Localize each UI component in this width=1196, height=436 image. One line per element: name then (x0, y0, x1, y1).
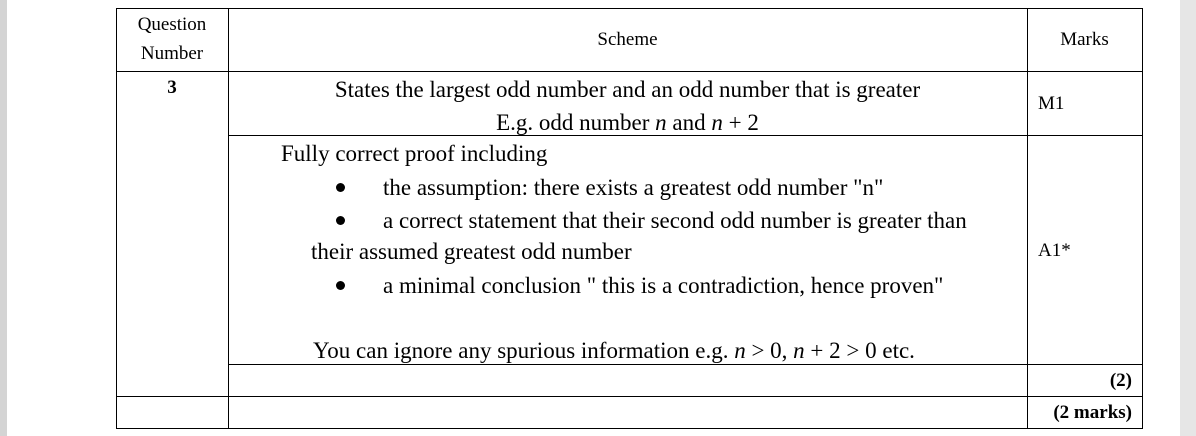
header-scheme-label: Scheme (597, 29, 658, 50)
question-total-marks: (2 marks) (1053, 402, 1132, 423)
a1-bullet2-line1: a correct statement that their second odd number is greater than (383, 208, 967, 233)
right-scroll-gutter (1180, 0, 1196, 436)
m1-scheme-line2: E.g. odd number n and n + 2 (496, 110, 759, 135)
table-border-top (116, 8, 1143, 9)
bullet-marker (336, 183, 345, 192)
a1-bullet1: the assumption: there exists a greatest odd number "n" (383, 175, 884, 200)
bullet-marker (336, 281, 345, 290)
column-separator-question (228, 8, 229, 429)
header-question-label: Question (137, 14, 207, 35)
bullet-marker (336, 216, 345, 225)
part-total-marks: (2) (1109, 370, 1132, 391)
row-separator-a1 (228, 364, 1143, 365)
a1-intro: Fully correct proof including (281, 141, 548, 166)
table-border-left (116, 8, 117, 429)
table-border-bottom (116, 428, 1143, 429)
left-margin (0, 0, 7, 436)
m1-mark: M1 (1038, 93, 1065, 114)
header-marks-label: Marks (1060, 29, 1109, 50)
table-border-right (1142, 8, 1143, 429)
row-separator-m1 (228, 135, 1143, 136)
column-separator-marks (1027, 8, 1028, 429)
m1-scheme-line1: States the largest odd number and an odd number that is greater (334, 77, 921, 102)
header-number-label: Number (140, 43, 204, 64)
header-separator (116, 71, 1143, 72)
question-number: 3 (167, 77, 177, 98)
a1-note: You can ignore any spurious information e.g. n > 0, n + 2 > 0 etc. (313, 338, 915, 363)
row-separator-part (116, 396, 1143, 397)
a1-bullet2-line2: their assumed greatest odd number (311, 239, 632, 264)
a1-bullet3: a minimal conclusion " this is a contradiction, hence proven" (383, 273, 944, 298)
a1-mark: A1* (1038, 240, 1071, 261)
